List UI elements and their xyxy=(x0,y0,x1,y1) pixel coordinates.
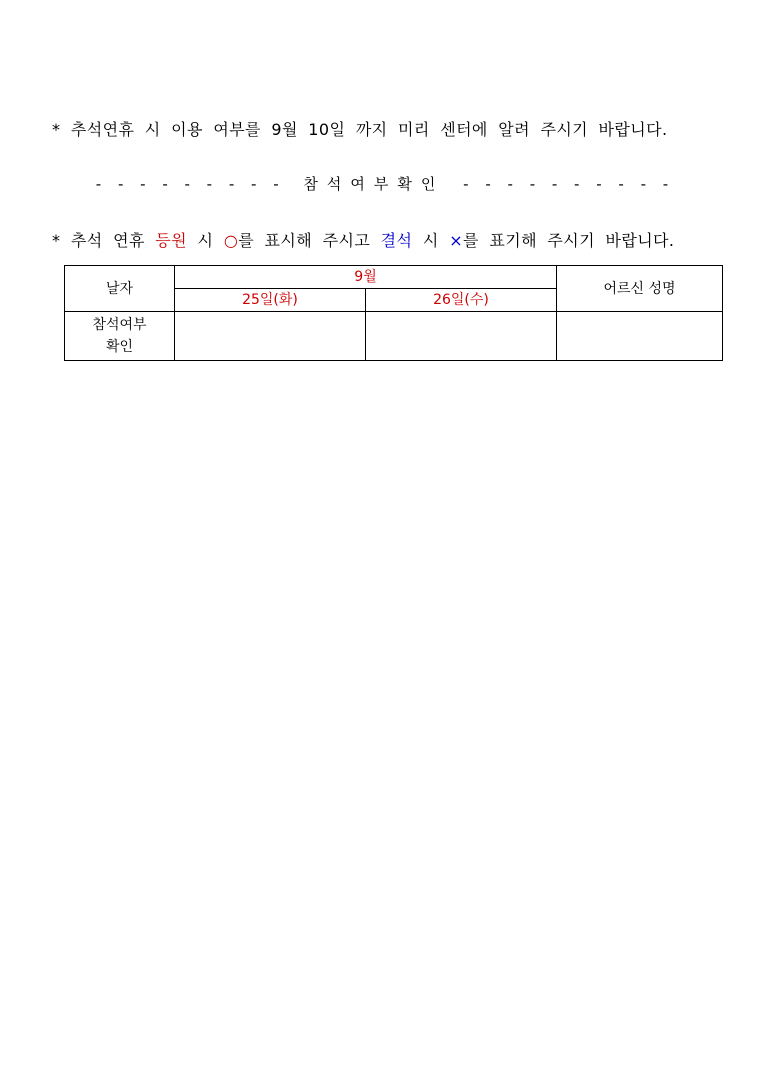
circle-symbol: ○ xyxy=(223,231,239,250)
attendance-row-label xyxy=(65,312,175,361)
month-header-cell: 9월 xyxy=(175,266,557,289)
instruction-text: 시 xyxy=(187,231,224,250)
divider-right-dashes: - - - - - - - - - - xyxy=(463,175,675,193)
row-label-line2: 확인 xyxy=(105,339,134,356)
notice-deadline: * 추석연휴 시 이용 여부를 9월 10일 까지 미리 센터에 알려 주시기 바랍니다. xyxy=(52,120,668,139)
instruction-text: 시 xyxy=(412,231,450,250)
day1-header-cell: 25일(화) xyxy=(175,289,366,312)
notice-instructions xyxy=(52,231,674,251)
absent-keyword: 결석 xyxy=(380,231,413,250)
attend-keyword: 등원 xyxy=(155,231,188,250)
day2-header-cell: 26일(수) xyxy=(366,289,557,312)
row-label-line1: 참석여부 xyxy=(92,317,147,334)
date-header-cell: 날자 xyxy=(65,266,175,312)
divider-left-dashes: - - - - - - - - - xyxy=(95,175,285,193)
attendance-table xyxy=(64,265,723,361)
instruction-text: 를 표시해 주시고 xyxy=(238,231,381,250)
elder-name-cell[interactable] xyxy=(557,312,723,361)
instruction-text: * 추석 연휴 xyxy=(52,231,156,250)
name-header-cell: 어르신 성명 xyxy=(557,266,723,312)
instruction-text: 를 표기해 주시기 바랍니다. xyxy=(463,231,675,250)
day2-attendance-cell[interactable] xyxy=(366,312,557,361)
day1-attendance-cell[interactable] xyxy=(175,312,366,361)
divider-title: 참석여부확인 xyxy=(303,175,445,193)
section-divider xyxy=(0,174,770,194)
cross-symbol: × xyxy=(449,231,464,250)
